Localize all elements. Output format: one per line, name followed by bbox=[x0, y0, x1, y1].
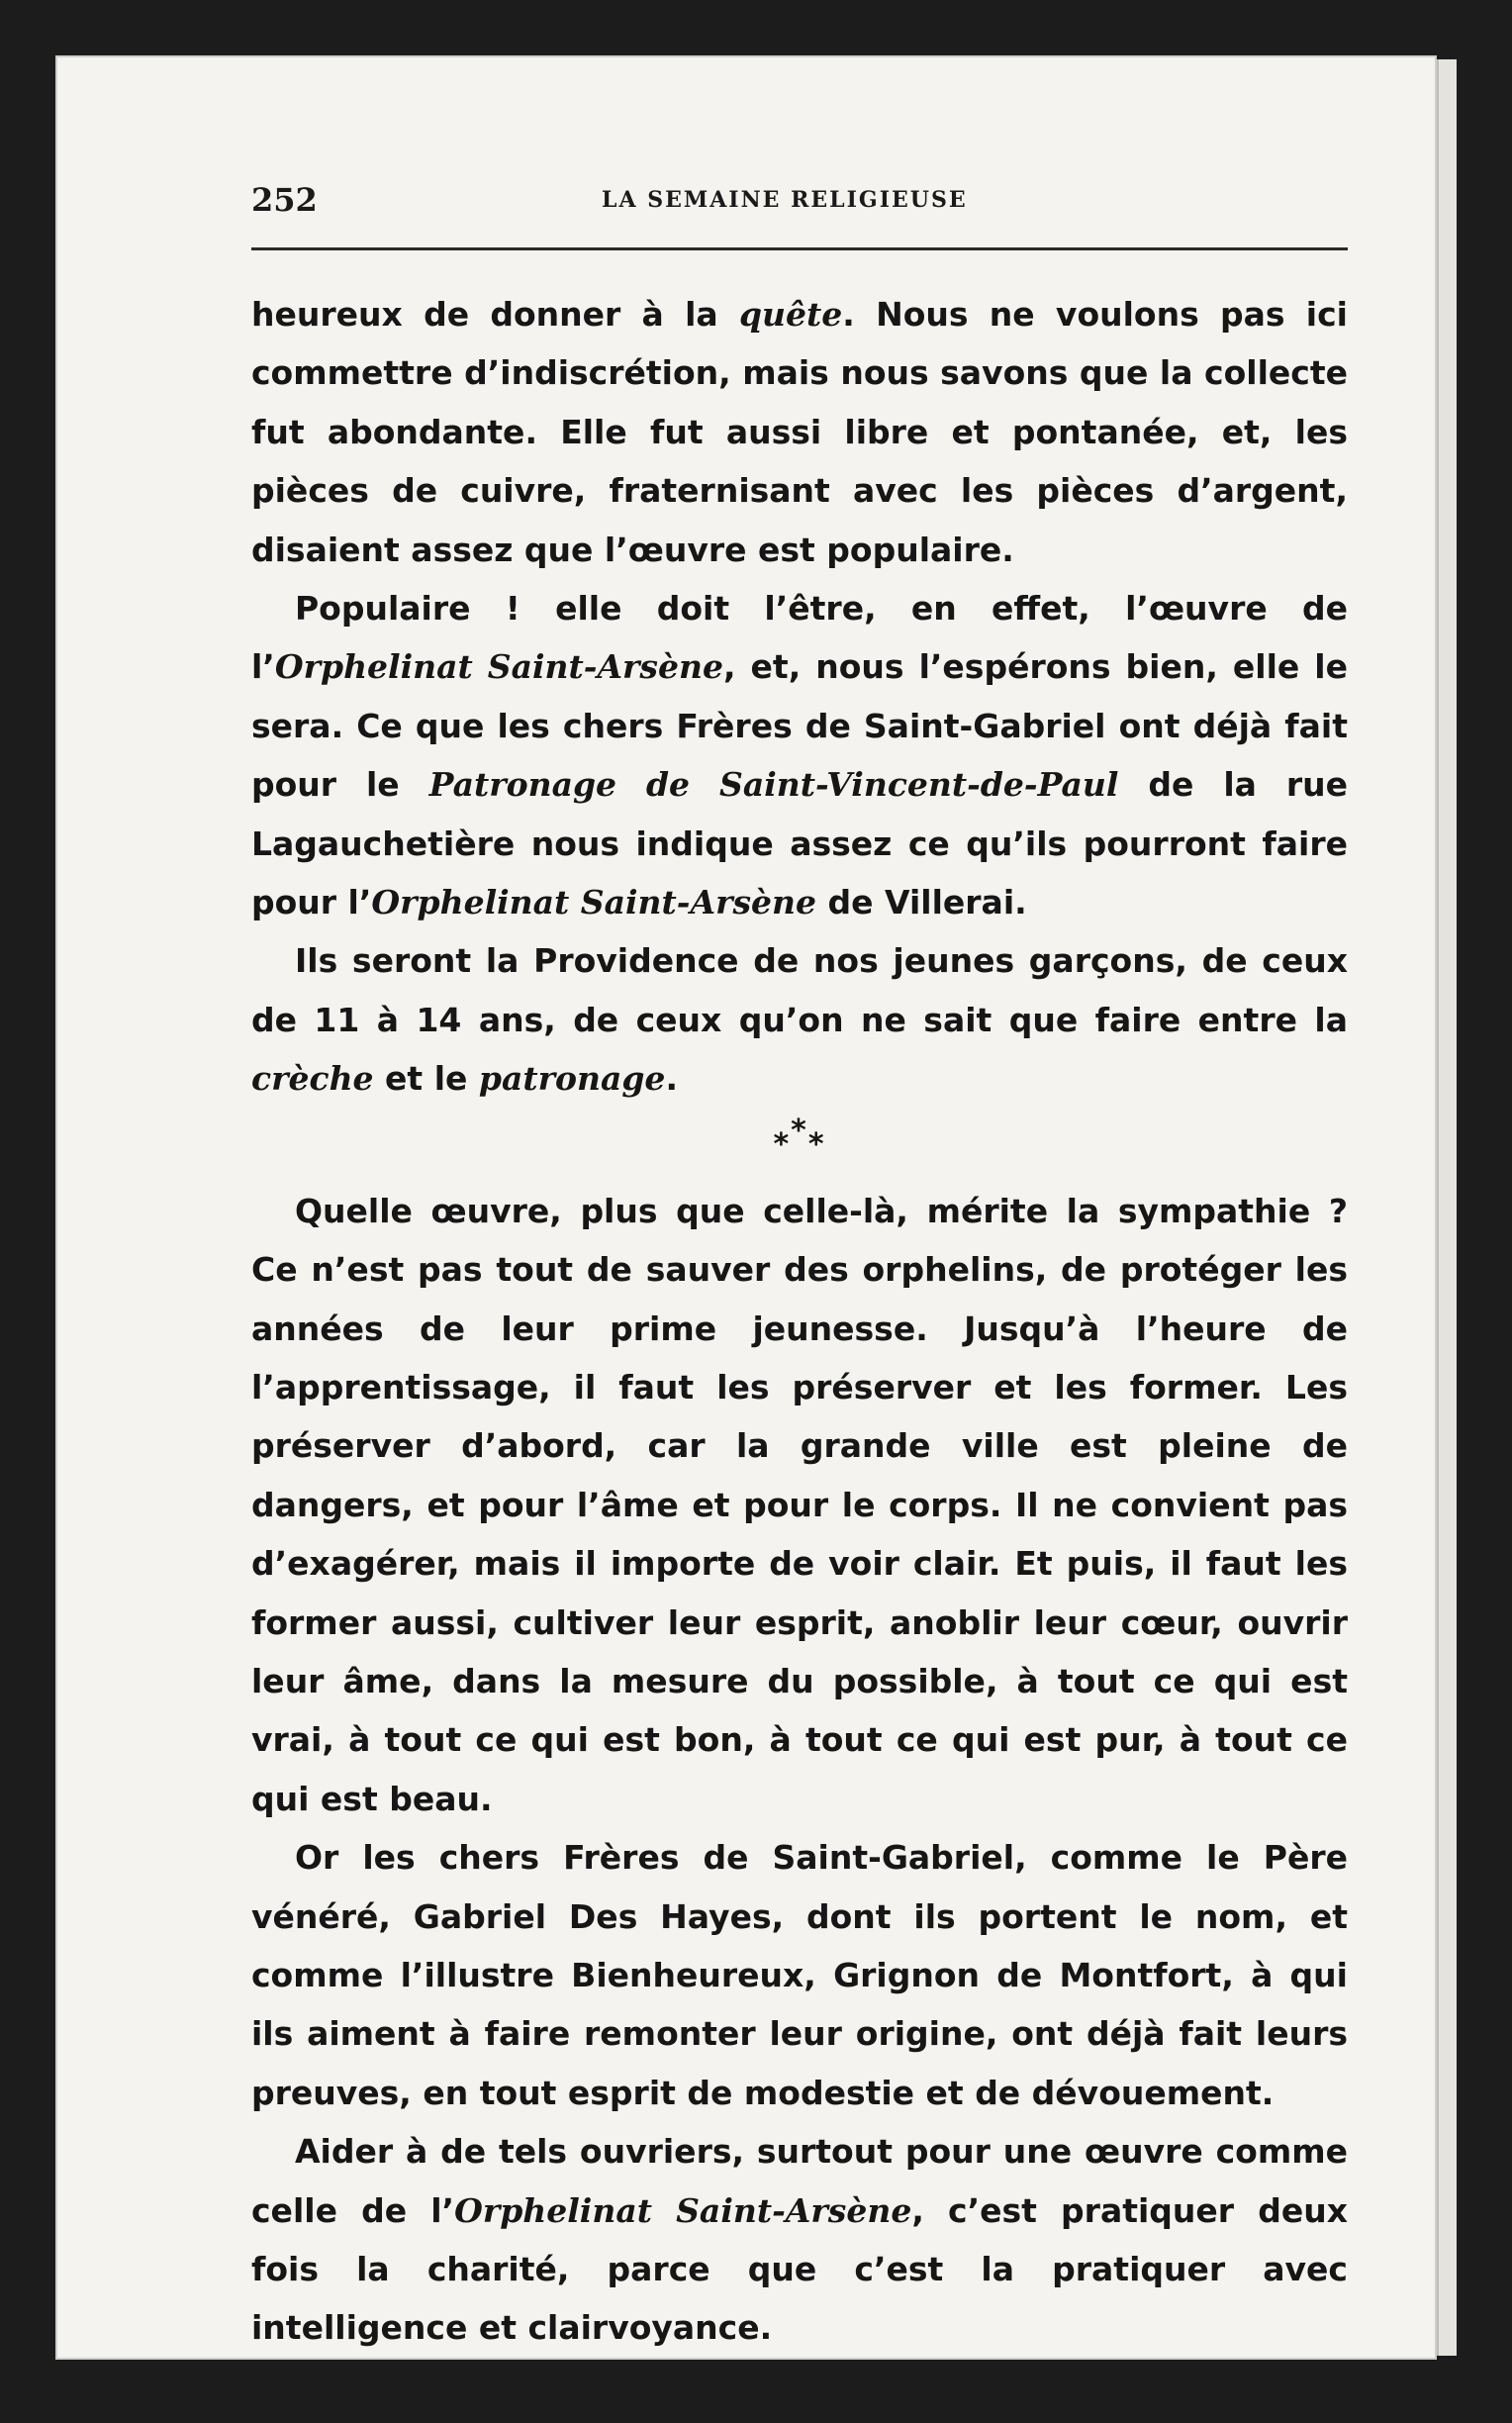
asterism-ornament bbox=[251, 1111, 1348, 1180]
running-title: LA SEMAINE RELIGIEUSE bbox=[602, 187, 968, 213]
text-run: , c’est pratiquer deux fois la charité, parce que c’est la pratiquer avec intelligence et clairvoyance. bbox=[251, 2190, 1349, 2348]
text-run: de Villerai. bbox=[816, 883, 1027, 922]
text-run: de la rue Lagauchetière nous indique assez ce qu’ils pourront faire pour l’ bbox=[251, 765, 1349, 922]
italic-run: Orphelinat Saint-Arsène bbox=[274, 647, 723, 687]
text-run: , et, nous l’espérons bien, elle le sera. Ce que les chers Frères de Saint-Gabriel ont déjà fait pour le bbox=[251, 647, 1349, 805]
italic-run: patronage bbox=[478, 1059, 666, 1099]
header-rule bbox=[251, 247, 1348, 250]
text-run: Aider à de tels ouvriers, surtout pour une œuvre comme celle de l’ bbox=[251, 2132, 1348, 2230]
italic-run: quête bbox=[738, 295, 843, 334]
text-run: Populaire ! elle doit l’être, en effet, l’œuvre de l’ bbox=[251, 589, 1348, 687]
paragraph-5 bbox=[251, 1828, 1348, 2122]
asterism-star: * bbox=[773, 1126, 792, 1162]
paragraph-3 bbox=[251, 931, 1348, 1108]
page-header bbox=[251, 181, 1344, 241]
italic-run: crèche bbox=[251, 1059, 374, 1099]
paragraph-6 bbox=[251, 2122, 1348, 2358]
text-run: Ils seront la Providence de nos jeunes garçons, de ceux de 11 à 14 ans, de ceux qu’on ne sait que faire entre la bbox=[251, 941, 1348, 1039]
text-run: Or les chers Frères de Saint-Gabriel, comme le Père vénéré, Gabriel Des Hayes, dont ils portent le nom, et comme l’illustre Bienheureux, Grignon de Montfort, à qui ils aiment à faire remonter leur origine, ont déjà fait leurs preuves, en tout esprit de modestie et de dévouement. bbox=[251, 1838, 1348, 2112]
text-run: . bbox=[665, 1059, 678, 1099]
paragraph-4 bbox=[251, 1182, 1348, 1828]
page-number: 252 bbox=[251, 181, 318, 219]
italic-run: Patronage de Saint-Vincent-de-Paul bbox=[428, 765, 1119, 805]
text-run: Quelle œuvre, plus que celle-là, mérite la sympathie ? Ce n’est pas tout de sauver des orphelins, de protéger les années de leur prime jeunesse. Jusqu’à l’heure de l’apprentissage, il faut les préserver et les former. Les préserver d’abord, car la grande ville est pleine de dangers, et pour l’âme et pour le corps. Il ne convient pas d’exagérer, mais il importe de voir clair. Et puis, il faut les former aussi, cultiver leur esprit, anoblir leur cœur, ouvrir leur âme, dans la mesure du possible, à tout ce qui est vrai, à tout ce qui est bon, à tout ce qui est pur, à tout ce qui est beau. bbox=[251, 1191, 1348, 1818]
text-run: et le bbox=[373, 1059, 479, 1099]
body-text bbox=[251, 285, 1348, 2358]
text-run: . Nous ne voulons pas ici commettre d’indiscrétion, mais nous savons que la collecte fut abondante. Elle fut aussi libre et pontanée, et, les pièces de cuivre, fraternisant avec les pièces d’argent, disaient assez que l’œuvre est populaire. bbox=[251, 295, 1348, 569]
italic-run: Orphelinat Saint-Arsène bbox=[454, 2190, 912, 2230]
italic-run: Orphelinat Saint-Arsène bbox=[371, 883, 817, 922]
paragraph-2 bbox=[251, 579, 1348, 931]
asterism-star: * bbox=[807, 1126, 826, 1162]
page-edge bbox=[1437, 59, 1457, 2356]
paragraph-1 bbox=[251, 285, 1348, 579]
asterism-star: * bbox=[791, 1113, 808, 1148]
text-run: heureux de donner à la bbox=[251, 295, 739, 334]
